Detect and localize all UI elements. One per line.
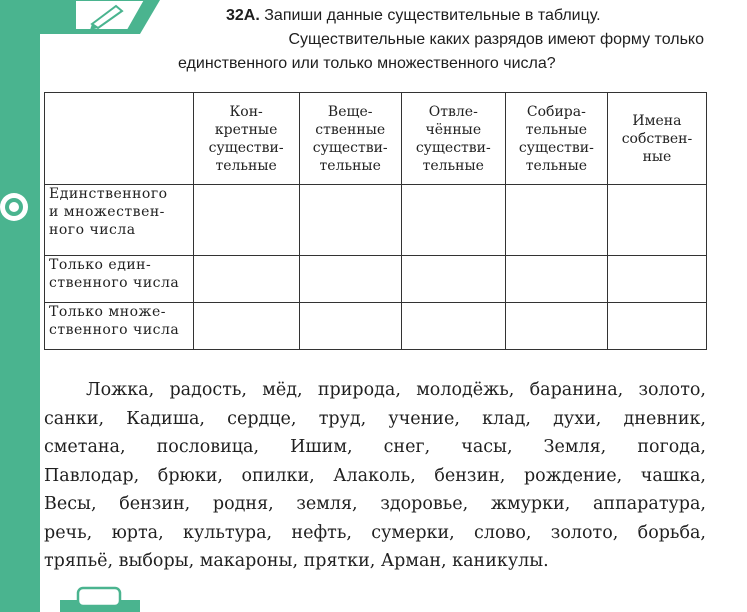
word-list-line: Ложка, радость, мёд, природа, молодёжь, баранина, золото, xyxy=(86,380,706,400)
instruction-line-1 xyxy=(178,4,704,28)
header-material-nouns xyxy=(299,93,401,185)
classification-table xyxy=(44,92,707,350)
table-cell[interactable] xyxy=(607,185,706,256)
word-list xyxy=(44,376,706,576)
table-cell[interactable] xyxy=(299,185,401,256)
word-list-line: тряпьё, выборы, макароны, прятки, Арман, каникулы. xyxy=(44,551,549,571)
instruction-line-2: Существительные каких разрядов имеют форму только xyxy=(288,31,704,48)
table-cell[interactable] xyxy=(193,256,299,303)
speech-bubble-icon xyxy=(60,586,140,612)
table-cell[interactable] xyxy=(299,256,401,303)
header-proper-nouns xyxy=(607,93,706,185)
table-cell[interactable] xyxy=(193,185,299,256)
row-label-singular-plural: Единственного и множествен- ного числа xyxy=(45,185,194,256)
instruction-text-1: Запиши данные существительные в таблицу. xyxy=(264,7,601,24)
instruction-line-3: единственного или только множественного числа? xyxy=(178,55,556,72)
table-cell[interactable] xyxy=(401,303,505,350)
word-list-line: санки, Кадиша, сердце, труд, учение, клад, духи, дневник, xyxy=(44,408,706,429)
exercise-number: 32А. xyxy=(226,7,260,24)
table-cell[interactable] xyxy=(401,185,505,256)
header-label: Веще- ственные существи- тельные xyxy=(312,103,388,174)
table-cell[interactable] xyxy=(299,303,401,350)
table-header-row xyxy=(45,93,707,185)
table-row xyxy=(45,256,707,303)
table-row xyxy=(45,185,707,256)
header-label: Кон- кретные существи- тельные xyxy=(208,103,284,174)
table-cell[interactable] xyxy=(607,256,706,303)
exercise-instructions xyxy=(178,4,704,76)
header-cell-empty xyxy=(45,93,194,185)
header-label: Имена собствен- ные xyxy=(621,112,693,165)
circle-marker-icon xyxy=(0,190,34,224)
table-row xyxy=(45,303,707,350)
table-cell[interactable] xyxy=(193,303,299,350)
table-cell[interactable] xyxy=(607,303,706,350)
table-cell[interactable] xyxy=(505,185,607,256)
table-cell[interactable] xyxy=(401,256,505,303)
word-list-line: Весы, бензин, родня, земля, здоровье, жмурки, аппаратура, xyxy=(44,494,706,514)
header-concrete-nouns xyxy=(193,93,299,185)
header-label: Собира- тельные существи- тельные xyxy=(518,103,594,174)
header-collective-nouns xyxy=(505,93,607,185)
table-cell[interactable] xyxy=(505,256,607,303)
header-label: Отвле- чённые существи- тельные xyxy=(415,103,491,174)
left-margin-bar xyxy=(0,0,40,612)
row-label-plural-only: Только множе- ственного числа xyxy=(45,303,194,350)
pencil-icon xyxy=(40,0,160,34)
word-list-line: сметана, пословица, Ишим, снег, часы, Земля, погода, xyxy=(44,437,706,457)
header-abstract-nouns xyxy=(401,93,505,185)
word-list-line: Павлодар, брюки, опилки, Алаколь, бензин, рождение, чашка, xyxy=(44,465,706,486)
row-label-singular-only: Только един- ственного числа xyxy=(45,256,194,303)
table-cell[interactable] xyxy=(505,303,607,350)
word-list-line: речь, юрта, культура, нефть, сумерки, слово, золото, борьба, xyxy=(44,522,706,543)
